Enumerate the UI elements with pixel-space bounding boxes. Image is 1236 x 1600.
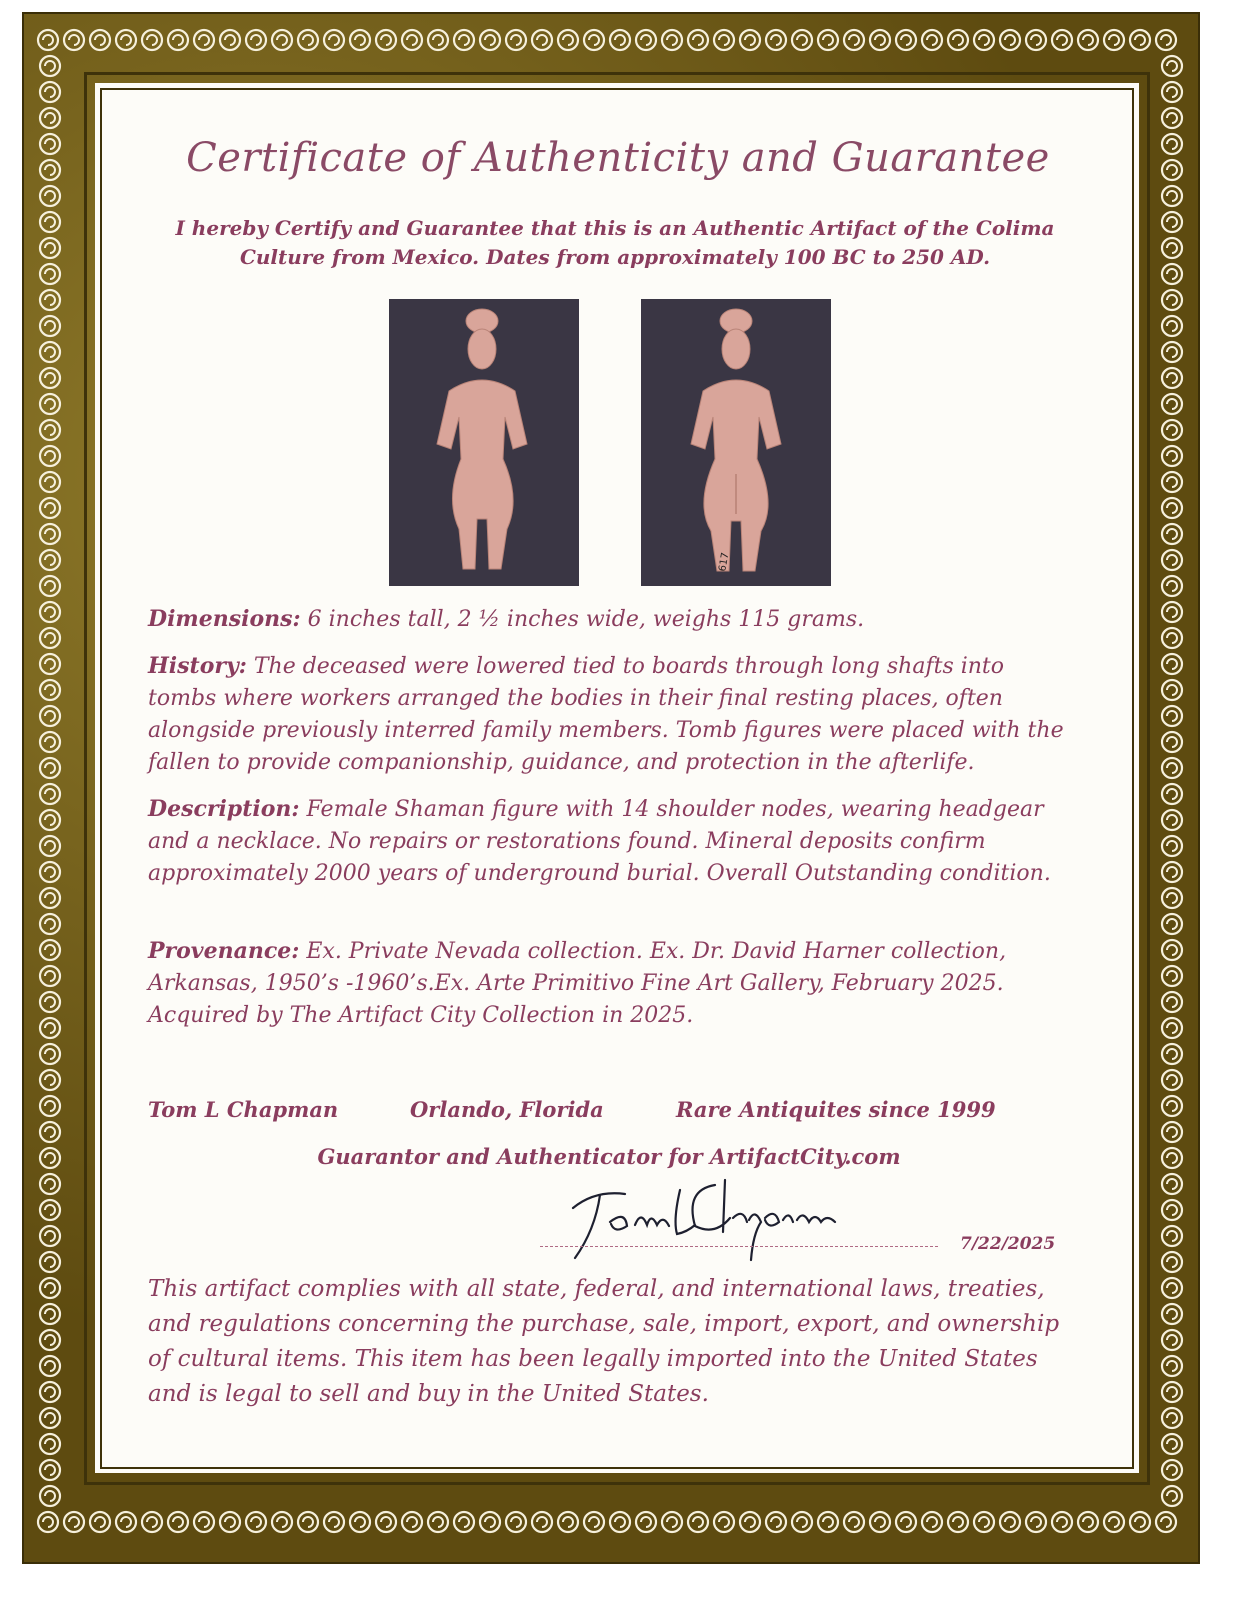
scroll-ornament — [40, 1278, 60, 1298]
scroll-ornament — [1162, 602, 1182, 622]
scroll-ornament — [40, 368, 60, 388]
scroll-ornament — [1162, 1252, 1182, 1272]
scroll-ornament — [40, 784, 60, 804]
scroll-ornament — [948, 30, 968, 50]
scroll-ornament — [402, 30, 422, 50]
scroll-ornament — [1162, 1486, 1182, 1506]
scroll-ornament — [1104, 30, 1124, 50]
scroll-ornament — [1052, 1512, 1072, 1532]
scroll-ornament — [40, 446, 60, 466]
scroll-ornament — [896, 1512, 916, 1532]
scroll-ornament — [40, 836, 60, 856]
scroll-ornament — [40, 264, 60, 284]
scroll-ornament — [40, 628, 60, 648]
scroll-ornament — [40, 108, 60, 128]
scroll-ornament — [40, 706, 60, 726]
scroll-ornament — [480, 30, 500, 50]
scroll-ornament — [40, 1070, 60, 1090]
scroll-ornament — [40, 316, 60, 336]
scroll-ornament — [40, 862, 60, 882]
scroll-ornament — [1162, 290, 1182, 310]
inner-rule-right-2 — [1132, 88, 1134, 1469]
scroll-ornament — [1162, 758, 1182, 778]
scroll-ornament — [428, 30, 448, 50]
scroll-ornament — [40, 82, 60, 102]
scroll-ornament — [350, 30, 370, 50]
scroll-ornament — [142, 30, 162, 50]
scroll-ornament — [1162, 1096, 1182, 1116]
scroll-ornament — [1162, 1382, 1182, 1402]
scroll-ornament — [40, 654, 60, 674]
scroll-ornament — [40, 498, 60, 518]
authenticator-name: Tom L Chapman — [148, 1097, 339, 1122]
scroll-ornament — [40, 758, 60, 778]
scroll-ornament — [1052, 30, 1072, 50]
scroll-ornament — [40, 992, 60, 1012]
provenance-section — [148, 935, 1078, 1032]
inner-rule-left — [84, 72, 87, 1485]
scroll-ornament — [1162, 186, 1182, 206]
scroll-ornament — [1162, 1200, 1182, 1220]
provenance-text: Ex. Private Nevada collection. Ex. Dr. David Harner collection, Arkansas, 1950’s -1960’s.Ex. Arte Primitivo Fine Art Gallery, February 2025. Acquired by The Artifact City Collection in 2025. — [148, 939, 1007, 1028]
scroll-ornament — [766, 30, 786, 50]
scroll-ornament — [1162, 1070, 1182, 1090]
scroll-ornament — [870, 30, 890, 50]
certificate-title: Certificate of Authenticity and Guarantee — [186, 135, 1050, 181]
scroll-ornament — [1162, 264, 1182, 284]
inner-rule-bottom — [84, 1482, 1150, 1485]
scroll-ornament — [40, 550, 60, 570]
scroll-ornament — [1156, 30, 1176, 50]
scroll-ornament — [1162, 992, 1182, 1012]
scroll-ornament — [1162, 1408, 1182, 1428]
scroll-ornament — [116, 1512, 136, 1532]
scroll-ornament — [1162, 108, 1182, 128]
scroll-ornament — [40, 602, 60, 622]
scroll-ornament — [948, 1512, 968, 1532]
scroll-ornament — [1162, 368, 1182, 388]
scroll-ornament — [454, 1512, 474, 1532]
scroll-ornament — [194, 1512, 214, 1532]
description-text: Female Shaman figure with 14 shoulder nodes, wearing headgear and a necklace. No repairs or restorations found. Mineral deposits confirm approximately 2000 years of underground burial. Overall Outstanding condition. — [148, 797, 1051, 886]
scroll-ornament — [1000, 1512, 1020, 1532]
scroll-ornament — [1162, 1122, 1182, 1142]
signature-line — [540, 1246, 938, 1247]
scroll-ornament — [1026, 30, 1046, 50]
authenticator-location: Orlando, Florida — [410, 1097, 604, 1122]
scroll-ornament — [1162, 394, 1182, 414]
scroll-ornament — [506, 30, 526, 50]
scroll-ornament — [220, 30, 240, 50]
scroll-ornament — [1162, 732, 1182, 752]
scroll-ornament — [298, 1512, 318, 1532]
scroll-ornament — [40, 524, 60, 544]
scroll-ornament — [90, 1512, 110, 1532]
scroll-ornament — [40, 1460, 60, 1480]
scroll-ornament — [740, 1512, 760, 1532]
scroll-ornament — [40, 966, 60, 986]
inner-rule-top — [84, 72, 1150, 75]
scroll-ornament — [376, 1512, 396, 1532]
scroll-ornament — [324, 30, 344, 50]
scroll-ornament — [1000, 30, 1020, 50]
scroll-ornament — [1162, 212, 1182, 232]
scroll-ornament — [1162, 524, 1182, 544]
scroll-ornament — [1162, 446, 1182, 466]
scroll-ornament — [740, 30, 760, 50]
inner-rule-left-2 — [100, 88, 102, 1469]
scroll-ornament — [1162, 1044, 1182, 1064]
scroll-ornament — [1162, 966, 1182, 986]
description-section — [148, 793, 1078, 890]
history-section — [148, 650, 1078, 779]
scroll-ornament — [1130, 1512, 1150, 1532]
scroll-ornament — [40, 212, 60, 232]
scroll-ornament — [1162, 472, 1182, 492]
scroll-ornament — [40, 888, 60, 908]
scroll-ornament — [402, 1512, 422, 1532]
scroll-ornament — [1162, 238, 1182, 258]
history-label: History: — [148, 653, 247, 679]
scroll-ornament — [1162, 914, 1182, 934]
scroll-ornament — [40, 186, 60, 206]
scroll-ornament — [714, 30, 734, 50]
figurine-front-photo — [389, 299, 579, 586]
scroll-ornament — [1162, 888, 1182, 908]
scroll-ornament — [246, 1512, 266, 1532]
scroll-ornament — [1162, 836, 1182, 856]
scroll-ornament — [246, 30, 266, 50]
scroll-ornament — [584, 30, 604, 50]
scroll-ornament — [1026, 1512, 1046, 1532]
scroll-ornament — [974, 1512, 994, 1532]
scroll-ornament — [40, 1200, 60, 1220]
scroll-ornament — [350, 1512, 370, 1532]
scroll-ornament — [454, 30, 474, 50]
scroll-ornament — [40, 56, 60, 76]
description-label: Description: — [148, 796, 300, 822]
scroll-ornament — [1162, 498, 1182, 518]
scroll-ornament — [40, 1226, 60, 1246]
scroll-ornament — [272, 30, 292, 50]
scroll-ornament — [1162, 82, 1182, 102]
scroll-ornament — [40, 1330, 60, 1350]
scroll-ornament — [38, 1512, 58, 1532]
scroll-ornament — [636, 30, 656, 50]
scroll-ornament — [1162, 56, 1182, 76]
history-text: The deceased were lowered tied to boards through long shafts into tombs where workers arranged the bodies in their final resting places, often alongside previously interred family members. Tomb figures were placed with the fallen to provide companionship, guidance, and protection in the afterlife. — [148, 654, 1064, 775]
scroll-ornament — [844, 1512, 864, 1532]
handwritten-signature — [555, 1170, 875, 1265]
scroll-ornament — [662, 1512, 682, 1532]
scroll-ornament — [1162, 1330, 1182, 1350]
scroll-ornament — [40, 1044, 60, 1064]
scroll-ornament — [40, 940, 60, 960]
scroll-ornament — [558, 1512, 578, 1532]
scroll-ornament — [922, 30, 942, 50]
scroll-ornament — [610, 1512, 630, 1532]
scroll-ornament — [1130, 30, 1150, 50]
scroll-ornament — [896, 30, 916, 50]
scroll-ornament — [844, 30, 864, 50]
svg-text:617: 617 — [717, 551, 732, 573]
scroll-ornament — [40, 732, 60, 752]
dimensions-label: Dimensions: — [148, 606, 301, 632]
scroll-ornament — [194, 30, 214, 50]
scroll-ornament — [532, 30, 552, 50]
scroll-ornament — [40, 1174, 60, 1194]
scroll-ornament — [1156, 1512, 1176, 1532]
guarantor-line: Guarantor and Authenticator for ArtifactCity.com — [317, 1144, 901, 1169]
scroll-ornament — [1162, 576, 1182, 596]
scroll-ornament — [584, 1512, 604, 1532]
scroll-ornament — [1162, 1460, 1182, 1480]
scroll-ornament — [818, 1512, 838, 1532]
scroll-ornament — [506, 1512, 526, 1532]
scroll-ornament — [480, 1512, 500, 1532]
scroll-ornament — [142, 1512, 162, 1532]
scroll-ornament — [64, 30, 84, 50]
scroll-ornament — [1162, 784, 1182, 804]
scroll-ornament — [168, 30, 188, 50]
scroll-ornament — [1162, 1356, 1182, 1376]
scroll-ornament — [168, 1512, 188, 1532]
certification-statement: I hereby Certify and Guarantee that this is an Authentic Artifact of the Colima Culture from Mexico. Dates from approximately 100 BC to 250 AD. — [175, 216, 1055, 269]
scroll-ornament — [40, 394, 60, 414]
scroll-ornament — [40, 1252, 60, 1272]
scroll-ornament — [40, 472, 60, 492]
scroll-ornament — [558, 30, 578, 50]
scroll-ornament — [116, 30, 136, 50]
scroll-ornament — [532, 1512, 552, 1532]
scroll-ornament — [1162, 1304, 1182, 1324]
scroll-ornament — [1162, 940, 1182, 960]
scroll-ornament — [40, 914, 60, 934]
scroll-ornament — [974, 30, 994, 50]
scroll-ornament — [1078, 1512, 1098, 1532]
inner-rule-right — [1147, 72, 1150, 1485]
provenance-label: Provenance: — [148, 938, 300, 964]
scroll-ornament — [324, 1512, 344, 1532]
scroll-ornament — [40, 680, 60, 700]
scroll-ornament — [1162, 1278, 1182, 1298]
scroll-ornament — [40, 1096, 60, 1116]
compliance-statement: This artifact complies with all state, federal, and international laws, treaties, and regulations concerning the purchase, sale, import, export, and ownership of cultural items. This item has been legally imported into the United States and is legal to sell and buy in the United States. — [148, 1276, 1060, 1407]
scroll-ornament — [922, 1512, 942, 1532]
scroll-ornament — [40, 1408, 60, 1428]
scroll-ornament — [40, 576, 60, 596]
scroll-ornament — [1162, 862, 1182, 882]
scroll-ornament — [1078, 30, 1098, 50]
scroll-ornament — [688, 30, 708, 50]
scroll-ornament — [1162, 1434, 1182, 1454]
scroll-ornament — [40, 420, 60, 440]
scroll-ornament — [1162, 420, 1182, 440]
scroll-ornament — [1162, 1018, 1182, 1038]
scroll-ornament — [1162, 706, 1182, 726]
inner-rule-top-2 — [100, 88, 1134, 90]
scroll-ornament — [1162, 654, 1182, 674]
scroll-ornament — [220, 1512, 240, 1532]
scroll-ornament — [1162, 1174, 1182, 1194]
scroll-ornament — [1162, 550, 1182, 570]
figurine-back-photo — [641, 299, 831, 586]
scroll-ornament — [428, 1512, 448, 1532]
scroll-ornament — [40, 1356, 60, 1376]
scroll-ornament — [1162, 680, 1182, 700]
scroll-ornament — [298, 30, 318, 50]
scroll-ornament — [688, 1512, 708, 1532]
dimensions-text: 6 inches tall, 2 ½ inches wide, weighs 115 grams. — [300, 607, 865, 632]
scroll-ornament — [792, 1512, 812, 1532]
scroll-ornament — [818, 30, 838, 50]
scroll-ornament — [610, 30, 630, 50]
scroll-ornament — [40, 1486, 60, 1506]
scroll-ornament — [1162, 1226, 1182, 1246]
scroll-ornament — [1104, 1512, 1124, 1532]
scroll-ornament — [662, 30, 682, 50]
scroll-ornament — [40, 1434, 60, 1454]
scroll-ornament — [1162, 316, 1182, 336]
scroll-ornament — [40, 1382, 60, 1402]
scroll-ornament — [792, 30, 812, 50]
scroll-ornament — [870, 1512, 890, 1532]
scroll-ornament — [1162, 628, 1182, 648]
scroll-ornament — [90, 30, 110, 50]
scroll-ornament — [40, 810, 60, 830]
signature-date: 7/22/2025 — [960, 1234, 1056, 1254]
scroll-ornament — [40, 290, 60, 310]
scroll-ornament — [40, 238, 60, 258]
scroll-ornament — [40, 1122, 60, 1142]
business-since: Rare Antiquites since 1999 — [676, 1097, 996, 1122]
inner-rule-bottom-2 — [100, 1467, 1134, 1469]
scroll-ornament — [272, 1512, 292, 1532]
scroll-ornament — [38, 30, 58, 50]
scroll-ornament — [1162, 810, 1182, 830]
scroll-ornament — [40, 1304, 60, 1324]
scroll-ornament — [714, 1512, 734, 1532]
scroll-ornament — [40, 342, 60, 362]
scroll-ornament — [64, 1512, 84, 1532]
scroll-ornament — [40, 1018, 60, 1038]
scroll-ornament — [636, 1512, 656, 1532]
scroll-ornament — [766, 1512, 786, 1532]
dimensions-section — [148, 603, 1078, 636]
scroll-ornament — [376, 30, 396, 50]
scroll-ornament — [1162, 342, 1182, 362]
